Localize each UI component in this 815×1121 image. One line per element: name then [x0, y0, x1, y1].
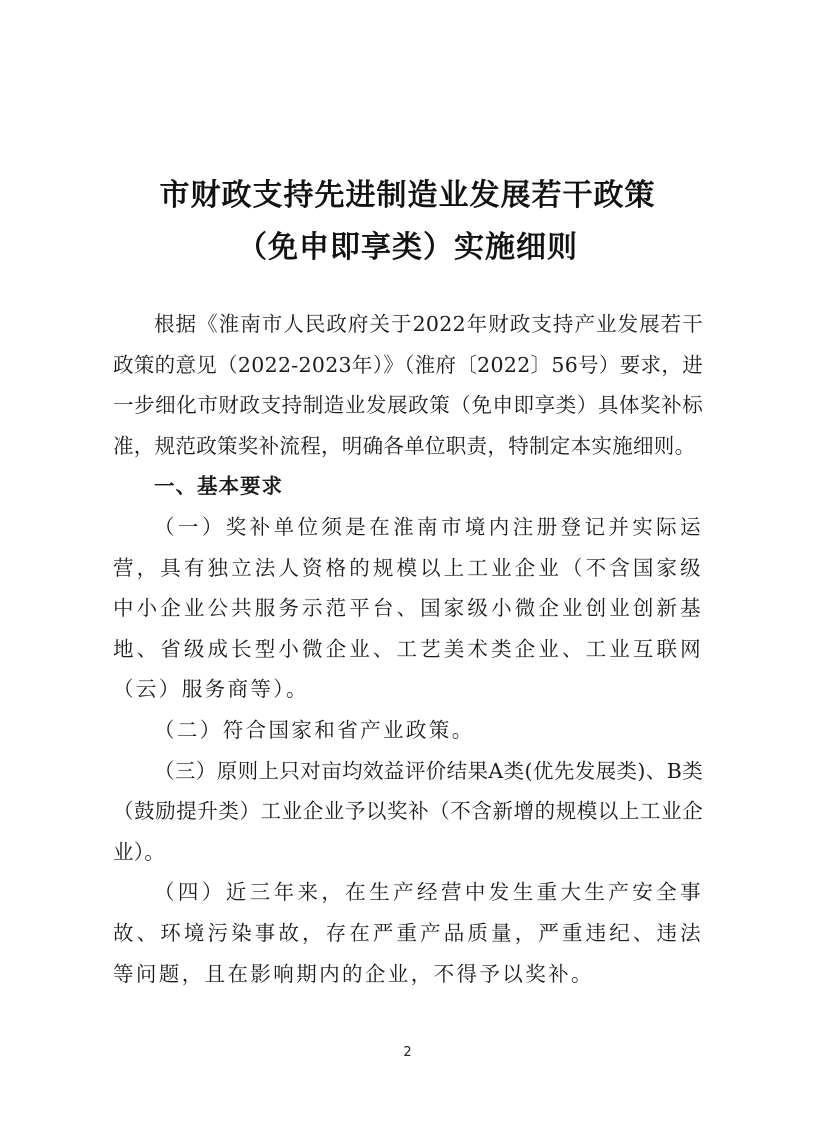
- requirement-item-2: （二）符合国家和省产业政策。: [154, 717, 475, 742]
- requirement-item-4: （四）近三年来，在生产经营中发生重大生产安全事故、环境污染事故，存在严重产品质量，严重违纪、违法等问题，且在影响期内的企业，不得予以奖补。: [113, 880, 703, 986]
- section-heading-basic-requirements: 一、基本要求: [154, 474, 283, 499]
- requirement-item-3: （三）原则上只对亩均效益评价结果A类(优先发展类)、B类（鼓励提升类）工业企业予以奖补（不含新增的规模以上工业企业）。: [113, 758, 703, 864]
- intro-paragraph: 根据《淮南市人民政府关于2022年财政支持产业发展若干政策的意见（2022-2023年）》（淮府〔2022〕56号）要求，进一步细化市财政支持制造业发展政策（免申即享类）具体奖补标准，规范政策奖补流程，明确各单位职责，特制定本实施细则。: [113, 312, 703, 458]
- requirement-item-1: （一）奖补单位须是在淮南市境内注册登记并实际运营，具有独立法人资格的规模以上工业企业（不含国家级中小企业公共服务示范平台、国家级小微企业创业创新基地、省级成长型小微企业、工艺美术类企业、工业互联网（云）服务商等）。: [113, 514, 703, 702]
- page-number: 2: [403, 1045, 412, 1060]
- document-title-line-2: （免申即享类）实施细则: [237, 230, 578, 265]
- document-body: [113, 304, 703, 994]
- document-title-line-1: 市财政支持先进制造业发展若干政策: [159, 178, 656, 213]
